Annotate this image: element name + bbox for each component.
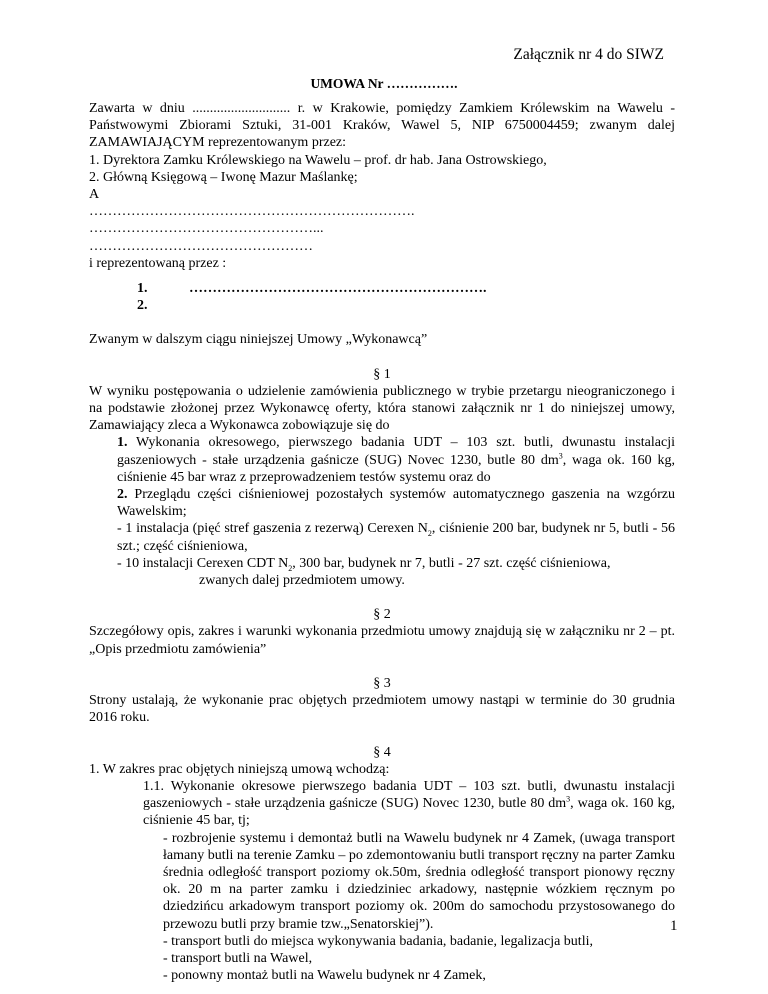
section-4-bullet-3: - transport butli na Wawel, [163, 950, 313, 966]
section-4-heading: § 4 [373, 744, 391, 760]
rep-number-1: 1. [137, 281, 148, 297]
contract-title: UMOWA Nr ……………. [310, 76, 458, 91]
rep-number-2: 2. [137, 298, 148, 314]
section-1-item-4: - 10 instalacji Cerexen CDT $N_2$, 300 bar, budynek nr 7, butli - 27 szt. część ciśnieniowa, [117, 555, 611, 573]
section-1-text: W wyniku postępowania o udzielenie zamówienia publicznego w trybie przetargu nieograniczonego i na podstawie złożonej przez Wykonawcę oferty, która stanowi załącznik nr 1 do niniejszej umowy, Zamawiający zleca a Wykonawca zobowiązuje się do [89, 383, 675, 434]
section-1-item-1: 1. Wykonania okresowego, pierwszego badania UDT – 103 szt. butli, dwunastu instalacji gaszeniowych - stałe urządzenia gaśnicze (SUG) Novec 1230, butle 80 $dm^3$, waga ok. 160 kg, ciśnienie 45 bar wraz z przeprowadzeniem testów systemu oraz do [117, 435, 675, 485]
section-2-heading: § 2 [373, 607, 391, 623]
annex-label: Załącznik nr 4 do SIWZ [513, 46, 664, 63]
document-body [89, 100, 675, 984]
section-4-bullet-1: - rozbrojenie systemu i demontaż butli na Wawelu budynek nr 4 Zamek, (uwaga transport łamany butli na terenie Zamku – po zdemontowaniu butli transport ręczny na parter Zamku średnia odległość transport poziomy ok.50m, średnia odległość transport pionowy ręczny ok. 20 m na parter zamku i dziedziniec arkadowy, następnie wózkiem ręcznym po dziedzińcu arkadowym transport poziomy ok. 200m do samochodu przystosowanego do przewozu butli przy bramie tzw.„Senatorskiej”). [163, 830, 675, 932]
section-3-text: Strony ustalają, że wykonanie prac objętych przedmiotem umowy nastąpi w terminie do 30 grudnia 2016 roku. [89, 693, 675, 726]
section-4-point-1: 1. W zakres prac objętych niniejszą umową wchodzą: [89, 761, 390, 777]
section-2-text: Szczegółowy opis, zakres i warunki wykonania przedmiotu umowy znajdują się w załączniku nr 2 – pt. „Opis przedmiotu zamówienia” [89, 624, 675, 657]
section-4-point-1-1: 1.1. Wykonanie okresowe pierwszego badania UDT – 103 szt. butli, dwunastu instalacji gaszeniowych - stałe urządzenia gaśnicze (SUG) Novec 1230, butle 80 $dm^3$, waga ok. 160 kg, ciśnienie 45 bar, tj; [143, 778, 676, 829]
section-3-heading: § 3 [373, 675, 391, 691]
section-4-bullet-2: - transport butli do miejsca wykonywania badania, badanie, legalizacja butli, [163, 933, 593, 949]
section-1-item-2: 2. Przeglądu części ciśnieniowej pozostałych systemów automatycznego gaszenia na wzgórzu Wawelskim; [117, 487, 675, 520]
page-number: 1 [670, 918, 678, 934]
representative-1: 1. Dyrektora Zamku Królewskiego na Wawelu – prof. dr hab. Jana Ostrowskiego, [89, 152, 547, 168]
contractor-representatives [137, 280, 675, 314]
section-1-heading: § 1 [373, 366, 391, 382]
rep-dots: ………………………………………………………. [189, 281, 487, 297]
representative-2: 2. Główną Księgową – Iwonę Mazur Maślankę; [89, 169, 358, 185]
section-1-item-3: - 1 instalacja (pięć stref gaszenia z rezerwą) Cerexen $N_2$, ciśnienie 200 bar, budynek nr 5, butli - 56 szt.; część ciśnieniowa, [117, 521, 676, 554]
contractor-definition: Zwanym w dalszym ciągu niniejszej Umowy „Wykonawcą” [89, 332, 428, 348]
and-label: A [89, 187, 100, 203]
contractor-dots-1: ……………………………………………………………. [89, 204, 415, 220]
section-1-item-5: zwanych dalej przedmiotem umowy. [199, 573, 405, 589]
contractor-dots-3: ………………………………………… [89, 238, 313, 254]
section-4-bullet-4: - ponowny montaż butli na Wawelu budynek nr 4 Zamek, [163, 968, 486, 984]
parties-intro: Zawarta w dniu ............................ r. w Krakowie, pomiędzy Zamkiem Królewskim na Wawelu - Państwowymi Zbiorami Sztuki, 31-001 Kraków, Wawel 5, NIP 6750004459; zwanym dalej ZAMAWIAJĄCYM reprezentowanym przez: [89, 101, 675, 151]
represented-by: i reprezentowaną przez : [89, 255, 227, 271]
contractor-dots-2: …………………………………………... [89, 221, 324, 237]
